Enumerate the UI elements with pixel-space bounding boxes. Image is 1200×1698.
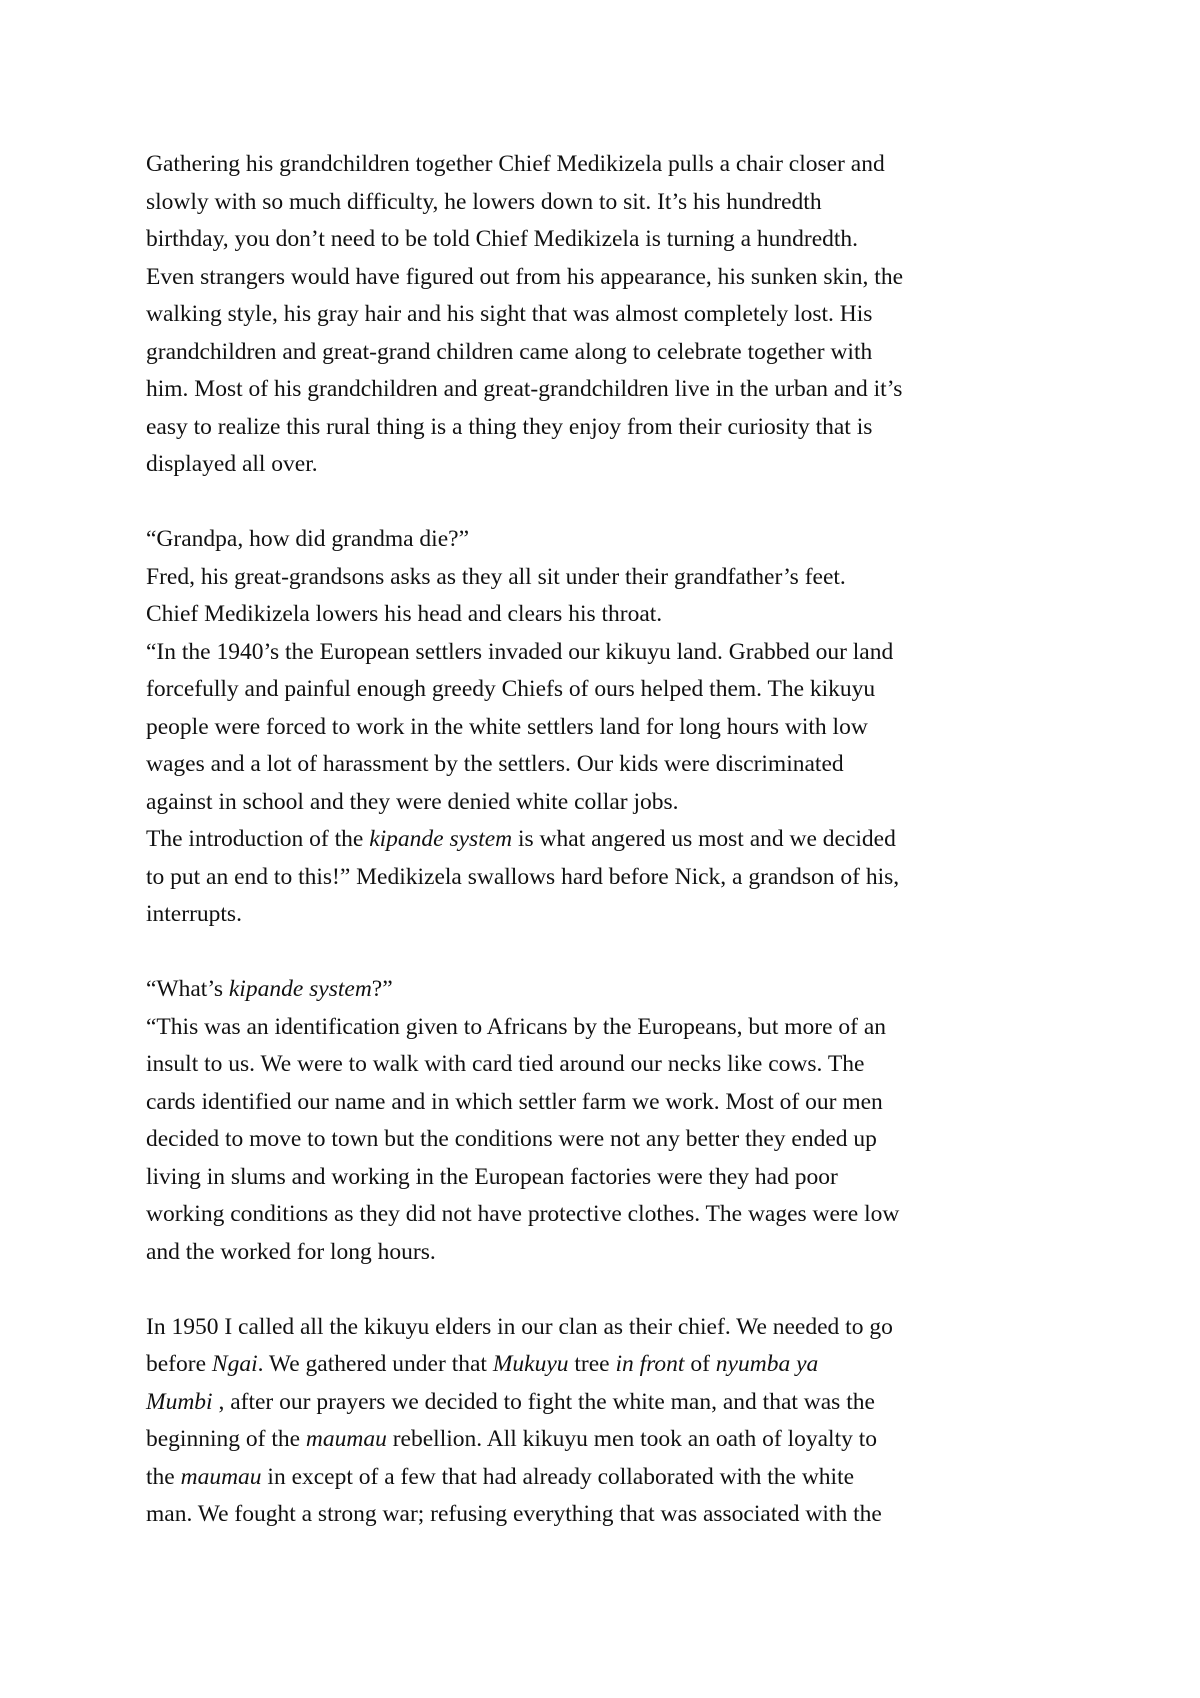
text-line: and the worked for long hours. — [146, 1238, 436, 1265]
text-run: rebellion. All kikuyu men took an oath of loyalty to — [386, 1426, 878, 1452]
text-line: working conditions as they did not have protective clothes. The wages were low — [146, 1201, 900, 1227]
text-line: Chief Medikizela lowers his head and clears his throat. — [146, 601, 663, 627]
italic-term: maumau — [305, 1426, 387, 1452]
italic-term: Ngai — [211, 1351, 258, 1377]
text-line: insult to us. We were to walk with card tied around our necks like cows. The — [146, 1051, 865, 1077]
text-line — [146, 821, 1086, 859]
text-line: him. Most of his grandchildren and great-grandchildren live in the urban and it’s — [146, 376, 903, 402]
text-line: people were forced to work in the white settlers land for long hours with low — [146, 713, 868, 740]
text-line: interrupts. — [146, 901, 242, 927]
text-line: against in school and they were denied white collar jobs. — [146, 788, 679, 815]
italic-term: kipande system — [369, 826, 513, 852]
italic-term: nyumba ya — [715, 1351, 819, 1377]
text-line — [146, 1421, 1086, 1459]
text-run: beginning of the — [146, 1426, 306, 1452]
text-line: forcefully and painful enough greedy Chiefs of ours helped them. The kikuyu — [146, 676, 876, 702]
text-run: ?” — [371, 976, 393, 1002]
text-line: living in slums and working in the European factories were they had poor — [146, 1163, 838, 1190]
italic-term: in front — [615, 1351, 685, 1377]
text-line: displayed all over. — [146, 451, 318, 477]
text-run: in except of a few that had already collaborated with the white — [261, 1463, 855, 1490]
text-line: easy to realize this rural thing is a thing they enjoy from their curiosity that is — [146, 413, 873, 440]
paragraph-spacer — [146, 1271, 1086, 1309]
text-run: before — [146, 1351, 212, 1377]
text-run: is what angered us most and we decided — [512, 826, 896, 852]
paragraph-spacer — [146, 934, 1086, 972]
paragraph-2 — [146, 521, 1086, 934]
text-line — [146, 1346, 1086, 1384]
italic-term: maumau — [180, 1463, 262, 1490]
text-run: the — [146, 1463, 181, 1490]
dialogue-question — [146, 971, 1086, 1009]
text-run: The introduction of the — [146, 826, 370, 852]
text-line: “In the 1940’s the European settlers invaded our kikuyu land. Grabbed our land — [146, 638, 894, 665]
text-line: Fred, his great-grandsons asks as they all sit under their grandfather’s feet. — [146, 563, 846, 590]
italic-term: Mumbi — [146, 1388, 213, 1415]
paragraph-1 — [146, 146, 1086, 484]
text-run: of — [684, 1351, 716, 1377]
italic-term: kipande system — [228, 976, 372, 1002]
text-line: man. We fought a strong war; refusing everything that was associated with the — [146, 1501, 882, 1527]
text-run: “What’s — [146, 976, 229, 1002]
document-body — [146, 146, 1086, 1534]
text-line: decided to move to town but the conditions were not any better they ended up — [146, 1126, 877, 1152]
dialogue-question: “Grandpa, how did grandma die?” — [146, 526, 469, 552]
text-run: tree — [568, 1351, 616, 1377]
text-line: walking style, his gray hair and his sight that was almost completely lost. His — [146, 301, 873, 327]
text-run: , after our prayers we decided to fight the white man, and that was the — [212, 1388, 875, 1415]
text-line: grandchildren and great-grand children came along to celebrate together with — [146, 338, 873, 365]
paragraph-4 — [146, 1309, 1086, 1534]
text-line — [146, 1384, 1086, 1422]
text-run: . We gathered under that — [257, 1351, 493, 1377]
text-line — [146, 1459, 1086, 1497]
paragraph-3 — [146, 971, 1086, 1271]
text-line: to put an end to this!” Medikizela swallows hard before Nick, a grandson of his, — [146, 863, 900, 890]
text-line: Even strangers would have figured out from his appearance, his sunken skin, the — [146, 263, 904, 290]
text-line: Gathering his grandchildren together Chief Medikizela pulls a chair closer and — [146, 151, 885, 177]
text-line: In 1950 I called all the kikuyu elders in our clan as their chief. We needed to go — [146, 1313, 893, 1340]
text-line: slowly with so much difficulty, he lowers down to sit. It’s his hundredth — [146, 188, 822, 215]
paragraph-spacer — [146, 484, 1086, 522]
text-line: wages and a lot of harassment by the settlers. Our kids were discriminated — [146, 751, 844, 777]
text-line: “This was an identification given to Africans by the Europeans, but more of an — [146, 1013, 887, 1040]
text-line: cards identified our name and in which settler farm we work. Most of our men — [146, 1088, 883, 1115]
text-line: birthday, you don’t need to be told Chief Medikizela is turning a hundredth. — [146, 226, 859, 252]
italic-term: Mukuyu — [492, 1351, 569, 1377]
